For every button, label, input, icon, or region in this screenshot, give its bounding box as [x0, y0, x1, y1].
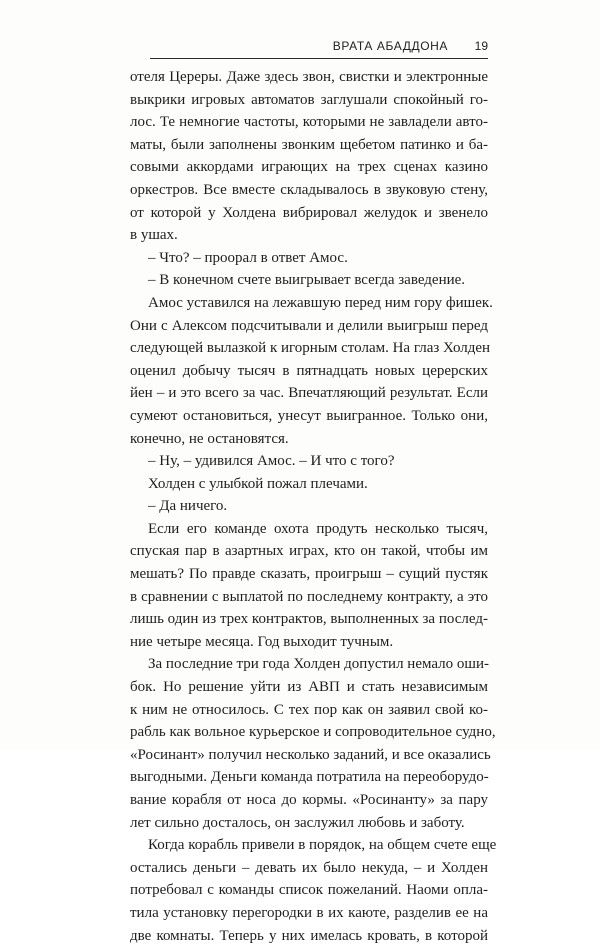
text-line: За последние три года Холден допустил немало оши-	[148, 656, 489, 673]
text-line: рабль как вольное курьерское и сопроводительное судно,	[130, 724, 496, 741]
page-number: 19	[474, 39, 488, 53]
text-line: отеля Цереры. Даже здесь звон, свистки и электронные	[130, 69, 488, 85]
text-line: спуская пар в азартных играх, кто он такой, чтобы им	[130, 543, 488, 560]
text-line: «Росинант» получил несколько заданий, и все оказались	[130, 746, 491, 763]
text-line: Когда корабль привели в порядок, на общем счете еще	[148, 837, 497, 854]
text-line: в сравнении с выплатой по последнему контракту, а это	[130, 588, 488, 605]
text-line: лишь один из трех контрактов, выполненных за послед-	[130, 611, 488, 628]
text-line: сумеют остановиться, унесут выигранное. Только они,	[130, 407, 488, 424]
text-line: выкрики игровых автоматов заглушали спокойный го-	[130, 91, 488, 108]
running-header	[150, 38, 488, 59]
text-line: Если его команде охота продуть несколько тысяч,	[148, 520, 488, 537]
text-line: маты, были заполнены звонким щебетом патинко и ба-	[130, 136, 488, 153]
text-line: оценил добычу тысяч в пятнадцать новых церерских	[130, 362, 488, 379]
text-line: остались деньги – девать их было некуда, – и Холден	[130, 859, 488, 876]
text-line: бок. Но решение уйти из АВП и стать независимым	[130, 679, 488, 696]
running-title: ВРАТА АБАДДОНА	[332, 39, 448, 53]
text-line: от которой у Холдена вибрировал желудок и звенело	[130, 204, 488, 221]
text-line: выгодными. Деньги команда потратила на переоборудо-	[130, 769, 489, 786]
text-line: две комнаты. Теперь у них имелась кровать, в которой	[130, 927, 488, 944]
text-line: к ним не относилось. С тех пор как он заявил свой ко-	[130, 701, 488, 718]
text-line: Холден с улыбкой пожал плечами.	[148, 475, 368, 492]
body-text	[130, 66, 497, 947]
text-line: в ушах.	[130, 227, 178, 244]
text-line: лос. Те немногие частоты, которыми не завладели авто-	[130, 114, 488, 131]
text-line: совыми аккордами играющих на трех сценах казино	[130, 159, 488, 176]
text-line: следующей вылазкой к игорным столам. На глаз Холден	[130, 340, 491, 357]
text-line: Амос уставился на лежавшую перед ним гору фишек.	[148, 294, 493, 311]
text-line: оркестров. Все вместе складывалось в звуковую стену,	[130, 181, 488, 198]
text-line: вание корабля от носа до кормы. «Росинанту» за пару	[130, 792, 488, 808]
text-line: – Ну, – удивился Амос. – И что с того?	[148, 453, 395, 470]
text-line: – Что? – проорал в ответ Амос.	[148, 249, 348, 266]
text-line: мешать? По правде сказать, проигрыш – сущий пустяк	[130, 566, 488, 583]
text-line: конечно, не остановятся.	[130, 430, 289, 447]
text-line: Они с Алексом подсчитывали и делили выигрыш перед	[130, 317, 488, 334]
text-line: йен – и это всего за час. Впечатляющий результат. Если	[130, 385, 488, 402]
text-line: – Да ничего.	[148, 498, 228, 515]
text-line: тила установку перегородки в их каюте, разделив ее на	[130, 904, 488, 921]
text-line: потребовал с команды список пожеланий. Наоми опла-	[130, 882, 488, 899]
text-line: – В конечном счете выигрывает всегда заведение.	[148, 272, 466, 289]
text-line: ние четыре месяца. Год выходит тучным.	[130, 633, 394, 650]
text-line: лет сильно досталось, он заслужил любовь и заботу.	[130, 814, 465, 831]
